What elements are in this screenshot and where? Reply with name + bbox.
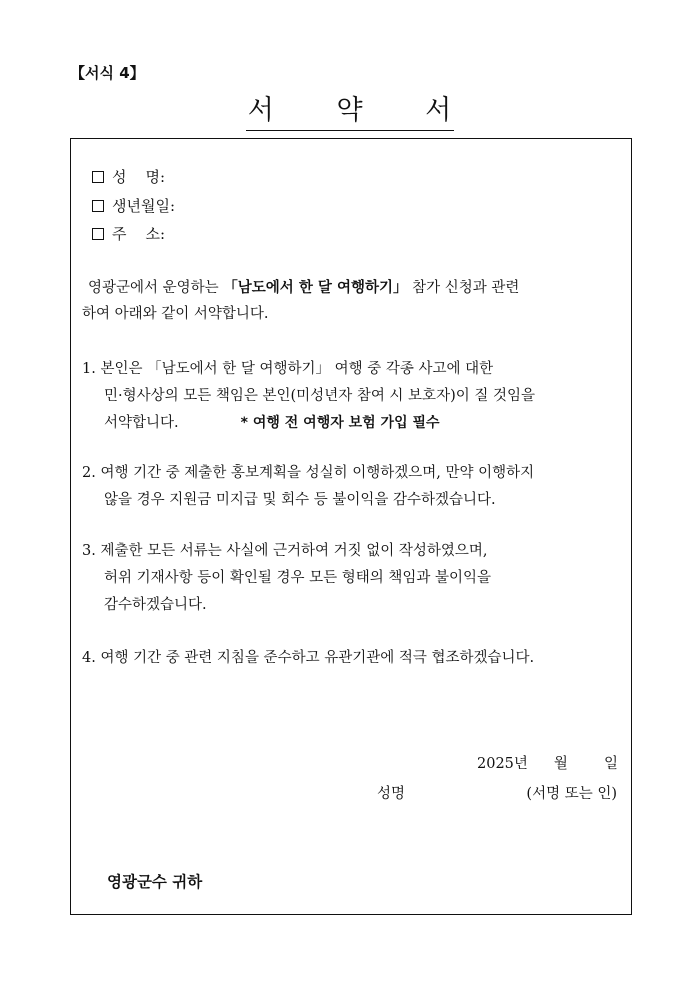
name-field-label: 성 명: — [112, 168, 166, 186]
document-title: 서 약 서 — [246, 88, 454, 131]
pledge-item-4-line-1: 4. 여행 기간 중 관련 지침을 준수하고 유관기관에 적극 협조하겠습니다. — [82, 650, 535, 666]
date-month: 월 — [553, 756, 568, 772]
pledge-item-3-line-3: 감수하겠습니다. — [104, 597, 207, 613]
signature-hint: (서명 또는 인) — [526, 786, 617, 802]
date-line — [477, 752, 618, 773]
pledge-item-3-line-2: 허위 기재사항 등이 확인될 경우 모든 형태의 책임과 불이익을 — [104, 570, 492, 586]
birthdate-field-label: 생년월일: — [112, 197, 176, 215]
birthdate-field — [92, 195, 175, 216]
checkbox-name[interactable] — [92, 171, 104, 183]
signature-line — [377, 782, 617, 803]
document-title-wrap — [0, 88, 700, 131]
pledge-item-2-line-1: 2. 여행 기간 중 제출한 홍보계획을 성실히 이행하겠으며, 만약 이행하지 — [82, 465, 535, 481]
name-field — [92, 166, 165, 187]
pledge-item-1-line-1: 1. 본인은 「남도에서 한 달 여행하기」 여행 중 각종 사고에 대한 — [82, 361, 494, 377]
insurance-note: * 여행 전 여행자 보험 가입 필수 — [240, 415, 440, 431]
recipient: 영광군수 귀하 — [107, 873, 203, 891]
pledge-item-2 — [82, 460, 630, 514]
address-field-label: 주 소: — [112, 225, 166, 243]
pledge-item-3-line-1: 3. 제출한 모든 서류는 사실에 근거하여 거짓 없이 작성하였으며, — [82, 543, 488, 559]
pledge-item-1-line-3 — [82, 410, 630, 437]
intro-line-1 — [82, 275, 627, 301]
intro-paragraph — [82, 275, 627, 327]
date-day: 일 — [603, 756, 618, 772]
pledge-item-1-line-3-text: 서약합니다. — [104, 415, 179, 431]
intro-text-pre: 영광군에서 운영하는 — [88, 280, 224, 296]
signature-label: 성명 — [377, 786, 406, 802]
pledge-item-1 — [82, 356, 630, 437]
pledge-item-4 — [82, 645, 630, 672]
form-number: 【서식 4】 — [70, 64, 145, 82]
intro-text-post: 참가 신청과 관련 — [407, 280, 520, 296]
checkbox-address[interactable] — [92, 228, 104, 240]
pledge-item-1-line-2: 민·형사상의 모든 책임은 본인(미성년자 참여 시 보호자)이 질 것임을 — [104, 388, 535, 404]
program-name: 「남도에서 한 달 여행하기」 — [223, 280, 408, 296]
intro-line-2: 하여 아래와 같이 서약합니다. — [82, 306, 269, 322]
pledge-item-3 — [82, 538, 630, 619]
pledge-item-2-line-2: 않을 경우 지원금 미지급 및 회수 등 불이익을 감수하겠습니다. — [104, 492, 496, 508]
checkbox-birthdate[interactable] — [92, 200, 104, 212]
address-field — [92, 223, 165, 244]
date-year: 2025년 — [477, 756, 528, 772]
